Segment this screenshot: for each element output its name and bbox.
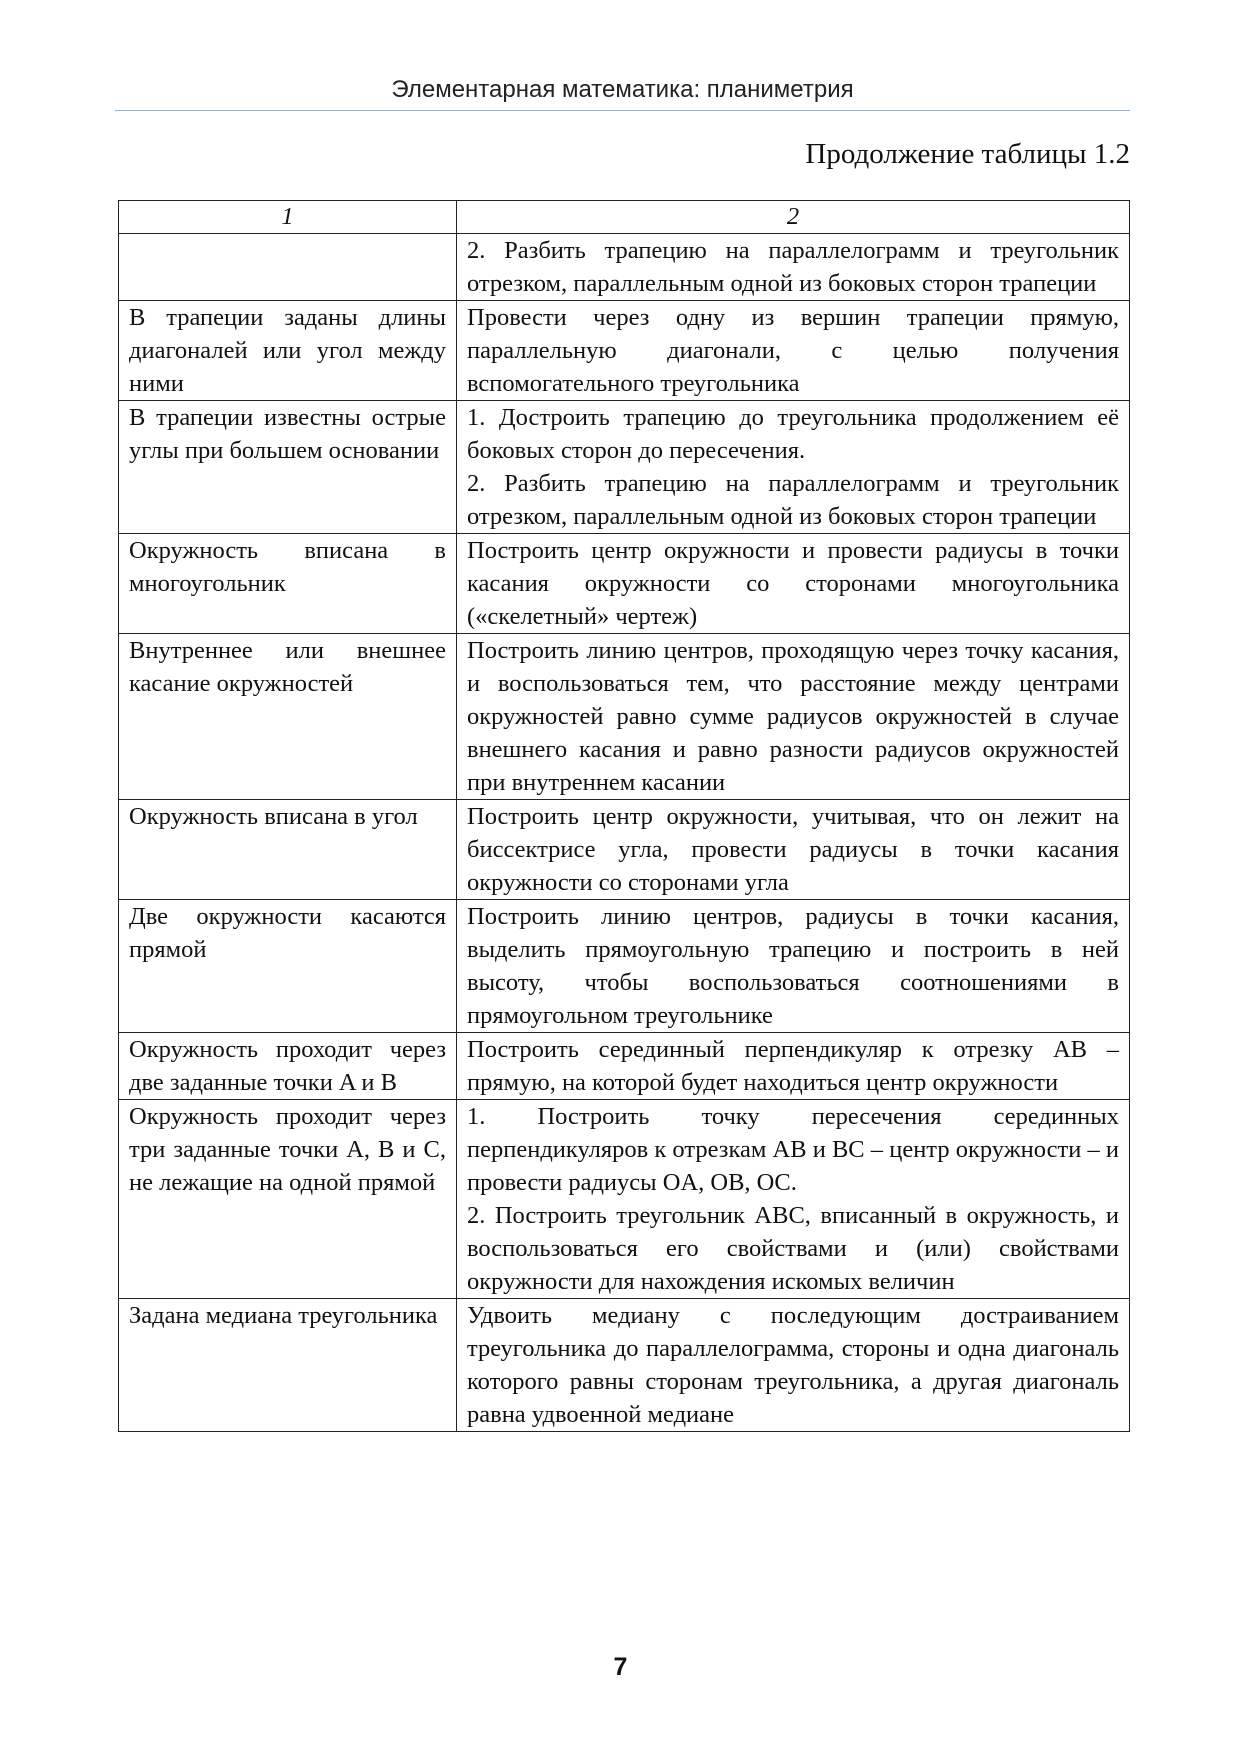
method-cell <box>457 1033 1130 1100</box>
method-paragraph: Построить центр окружности, учитывая, что он лежит на биссектрисе угла, провести радиусы в точки касания окружности со сторонами угла <box>467 803 1119 896</box>
method-cell <box>457 401 1130 534</box>
method-paragraph: 2. Построить треугольник ABC, вписанный в окружность, и воспользоваться его свойствами и (или) свойствами окружности для нахождения искомых величин <box>467 1202 1119 1295</box>
condition-cell: Окружность вписана в угол <box>119 800 457 900</box>
condition-cell: Задана медиана треугольника <box>119 1299 457 1432</box>
method-paragraph: Удвоить медиану с последующим достраиванием треугольника до параллелограмма, стороны и одна диагональ которого равны сторонам треугольника, а другая диагональ равна удвоенной медиане <box>467 1302 1119 1428</box>
method-cell <box>457 1100 1130 1299</box>
condition-cell: Две окружности касаются прямой <box>119 900 457 1033</box>
column-header-2: 2 <box>457 201 1130 234</box>
table-row <box>119 1100 1130 1299</box>
method-paragraph: 2. Разбить трапецию на параллелограмм и треугольник отрезком, параллельным одной из боковых сторон трапеции <box>467 237 1119 297</box>
method-paragraph: Построить линию центров, радиусы в точки касания, выделить прямоугольную трапецию и построить в ней высоту, чтобы воспользоваться соотношениями в прямоугольном треугольнике <box>467 903 1119 1029</box>
table-header-row <box>119 201 1130 234</box>
method-cell <box>457 1299 1130 1432</box>
condition-cell <box>119 234 457 301</box>
condition-cell: В трапеции заданы длины диагоналей или угол между ними <box>119 301 457 401</box>
page-number: 7 <box>613 1653 628 1681</box>
table-row <box>119 401 1130 534</box>
table-caption: Продолжение таблицы 1.2 <box>805 138 1130 170</box>
running-title: Элементарная математика: планиметрия <box>391 76 854 103</box>
method-paragraph: Построить линию центров, проходящую через точку касания, и воспользоваться тем, что расстояние между центрами окружностей равно сумме радиусов окружностей в случае внешнего касания и равно разности радиусов окружностей при внутреннем касании <box>467 637 1119 796</box>
method-paragraph: Построить центр окружности и провести радиусы в точки касания окружности со сторонами многоугольника («скелетный» чертеж) <box>467 537 1119 630</box>
condition-cell: Внутреннее или внешнее касание окружностей <box>119 634 457 800</box>
methods-table <box>118 200 1130 1432</box>
header-rule <box>115 110 1130 111</box>
table-row <box>119 534 1130 634</box>
table-row <box>119 1033 1130 1100</box>
column-header-1: 1 <box>119 201 457 234</box>
method-paragraph: 1. Достроить трапецию до треугольника продолжением её боковых сторон до пересечения. <box>467 404 1119 464</box>
method-paragraph: 1. Построить точку пересечения серединных перпендикуляров к отрезкам AB и BC – центр окружности – и провести радиусы OA, OB, OC. <box>467 1103 1119 1196</box>
table-row <box>119 234 1130 301</box>
method-cell <box>457 900 1130 1033</box>
table-row <box>119 634 1130 800</box>
table-row <box>119 1299 1130 1432</box>
method-cell <box>457 800 1130 900</box>
method-cell <box>457 534 1130 634</box>
condition-cell: Окружность проходит через три заданные точки A, B и C, не лежащие на одной прямой <box>119 1100 457 1299</box>
table-body <box>119 234 1130 1432</box>
table-row <box>119 800 1130 900</box>
method-paragraph: 2. Разбить трапецию на параллелограмм и треугольник отрезком, параллельным одной из боковых сторон трапеции <box>467 470 1119 530</box>
method-cell <box>457 234 1130 301</box>
method-cell <box>457 634 1130 800</box>
condition-cell: Окружность проходит через две заданные точки A и B <box>119 1033 457 1100</box>
method-paragraph: Провести через одну из вершин трапеции прямую, параллельную диагонали, с целью получения вспомогательного треугольника <box>467 304 1119 397</box>
method-cell <box>457 301 1130 401</box>
table-row <box>119 301 1130 401</box>
condition-cell: В трапеции известны острые углы при большем основании <box>119 401 457 534</box>
method-paragraph: Построить серединный перпендикуляр к отрезку AB – прямую, на которой будет находиться центр окружности <box>467 1036 1119 1096</box>
table-row <box>119 900 1130 1033</box>
condition-cell: Окружность вписана в многоугольник <box>119 534 457 634</box>
